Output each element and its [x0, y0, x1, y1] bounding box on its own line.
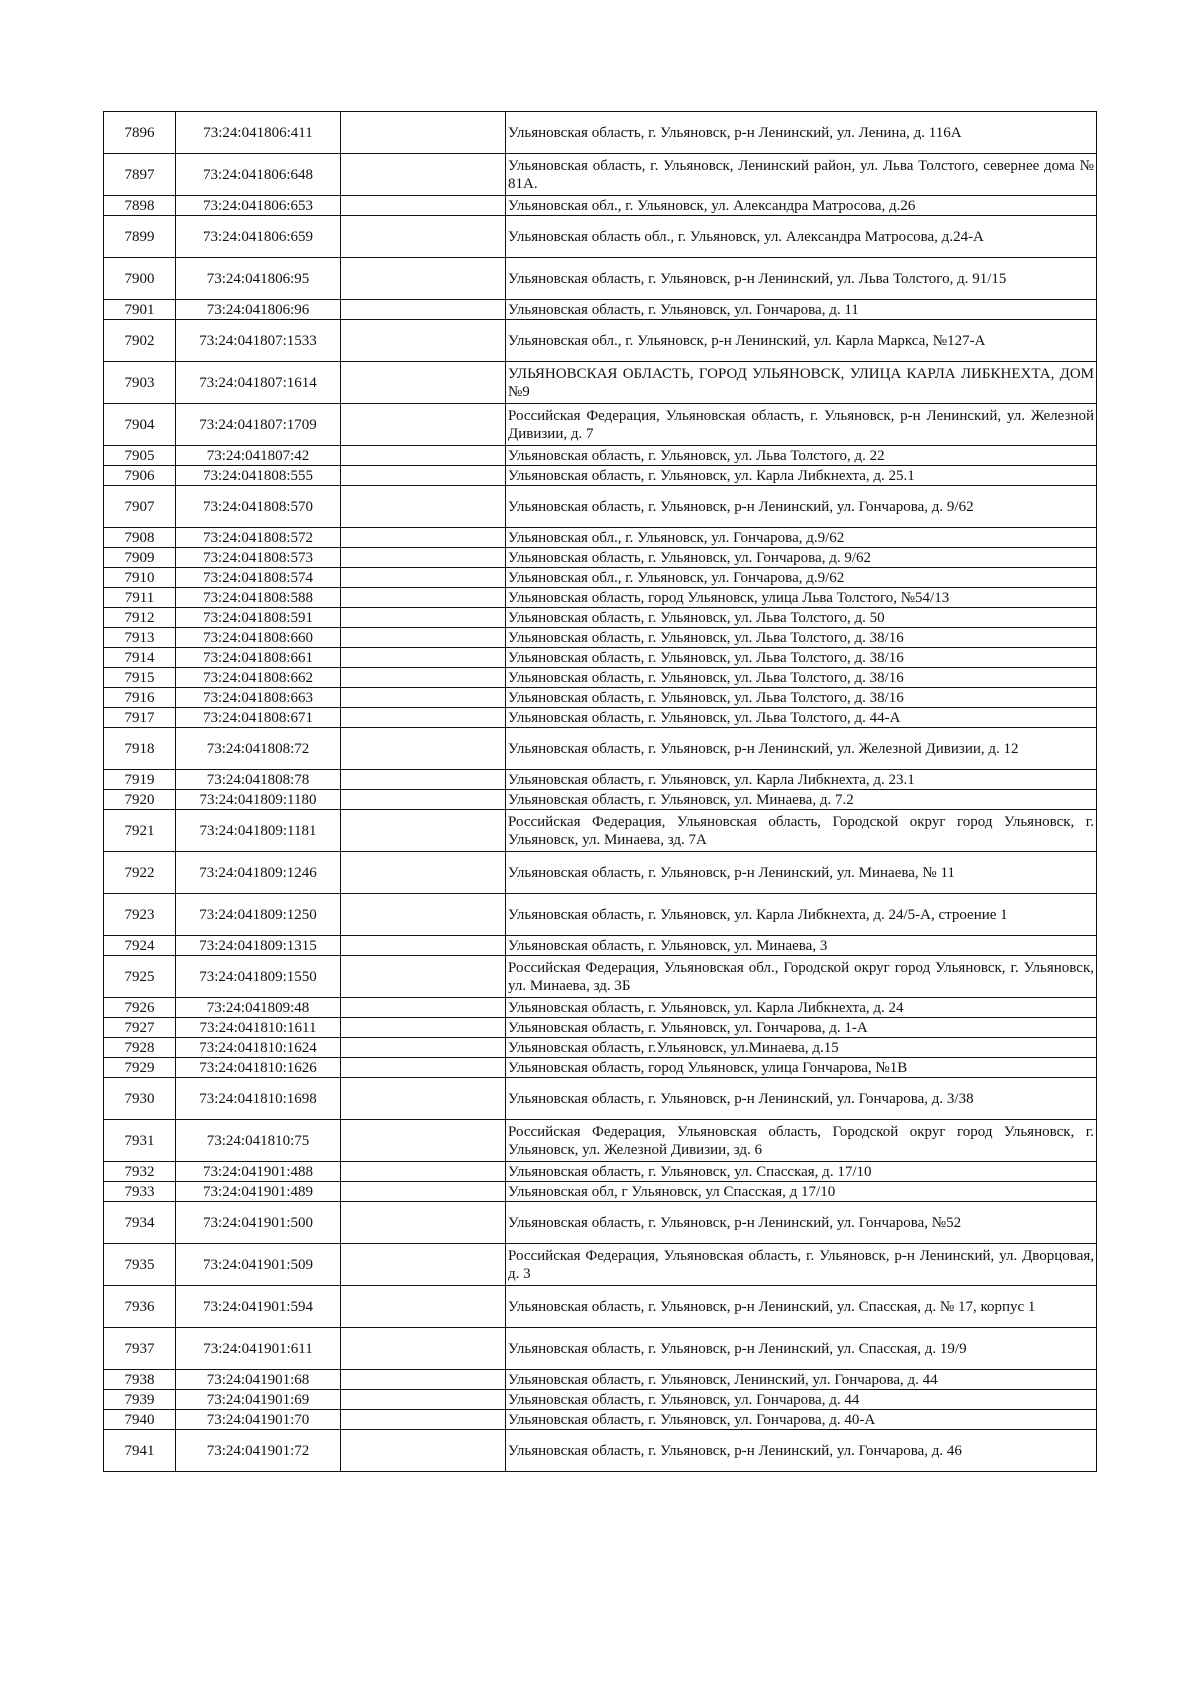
- cadastral-number-cell: 73:24:041901:488: [176, 1162, 341, 1182]
- table-row: [104, 708, 1097, 728]
- cadastral-number-cell: 73:24:041807:42: [176, 446, 341, 466]
- address-cell: Ульяновская область, г. Ульяновск, ул. Минаева, 3: [506, 936, 1097, 956]
- table-row: [104, 588, 1097, 608]
- empty-cell: [341, 770, 506, 790]
- empty-cell: [341, 216, 506, 258]
- table-row: [104, 216, 1097, 258]
- address-cell: Ульяновская область, г. Ульяновск, р-н Ленинский, ул. Гончарова, №52: [506, 1202, 1097, 1244]
- address-cell: Ульяновская область, г. Ульяновск, ул. Льва Толстого, д. 44-А: [506, 708, 1097, 728]
- row-number-cell: 7940: [104, 1410, 176, 1430]
- table-row: [104, 894, 1097, 936]
- empty-cell: [341, 790, 506, 810]
- table-row: [104, 1162, 1097, 1182]
- table-row: [104, 936, 1097, 956]
- row-number-cell: 7933: [104, 1182, 176, 1202]
- empty-cell: [341, 300, 506, 320]
- row-number-cell: 7918: [104, 728, 176, 770]
- empty-cell: [341, 258, 506, 300]
- table-row: [104, 810, 1097, 852]
- address-cell: Ульяновская область, г. Ульяновск, ул. Карла Либкнехта, д. 23.1: [506, 770, 1097, 790]
- cadastral-number-cell: 73:24:041806:95: [176, 258, 341, 300]
- empty-cell: [341, 1182, 506, 1202]
- empty-cell: [341, 728, 506, 770]
- empty-cell: [341, 320, 506, 362]
- address-cell: Ульяновская область, г. Ульяновск, р-н Ленинский, ул. Ленина, д. 116А: [506, 112, 1097, 154]
- address-cell: Российская Федерация, Ульяновская область, Городской округ город Ульяновск, г. Ульяновск, ул. Минаева, зд. 7А: [506, 810, 1097, 852]
- row-number-cell: 7907: [104, 486, 176, 528]
- cadastral-number-cell: 73:24:041808:572: [176, 528, 341, 548]
- empty-cell: [341, 1410, 506, 1430]
- cadastral-number-cell: 73:24:041809:1315: [176, 936, 341, 956]
- cadastral-number-cell: 73:24:041901:72: [176, 1430, 341, 1472]
- address-cell: Ульяновская область, г. Ульяновск, ул. Гончарова, д. 11: [506, 300, 1097, 320]
- empty-cell: [341, 1120, 506, 1162]
- table-row: [104, 1370, 1097, 1390]
- row-number-cell: 7899: [104, 216, 176, 258]
- row-number-cell: 7909: [104, 548, 176, 568]
- empty-cell: [341, 810, 506, 852]
- address-cell: Ульяновская область, г. Ульяновск, Ленинский район, ул. Льва Толстого, севернее дома № 81А.: [506, 154, 1097, 196]
- cadastral-number-cell: 73:24:041809:1550: [176, 956, 341, 998]
- empty-cell: [341, 154, 506, 196]
- cadastral-number-cell: 73:24:041901:69: [176, 1390, 341, 1410]
- table-row: [104, 446, 1097, 466]
- table-row: [104, 486, 1097, 528]
- table-row: [104, 1078, 1097, 1120]
- table-body: [104, 112, 1097, 1472]
- table-row: [104, 1018, 1097, 1038]
- table-row: [104, 1286, 1097, 1328]
- empty-cell: [341, 1286, 506, 1328]
- cadastral-number-cell: 73:24:041809:48: [176, 998, 341, 1018]
- address-cell: Ульяновская область, г. Ульяновск, ул. Гончарова, д. 9/62: [506, 548, 1097, 568]
- cadastral-number-cell: 73:24:041810:1611: [176, 1018, 341, 1038]
- empty-cell: [341, 936, 506, 956]
- address-cell: Российская Федерация, Ульяновская область, Городской округ город Ульяновск, г. Ульяновск, ул. Железной Дивизии, зд. 6: [506, 1120, 1097, 1162]
- address-cell: Российская Федерация, Ульяновская область, г. Ульяновск, р-н Ленинский, ул. Дворцовая, д. 3: [506, 1244, 1097, 1286]
- empty-cell: [341, 852, 506, 894]
- table-row: [104, 608, 1097, 628]
- cadastral-number-cell: 73:24:041808:671: [176, 708, 341, 728]
- row-number-cell: 7896: [104, 112, 176, 154]
- cadastral-number-cell: 73:24:041901:594: [176, 1286, 341, 1328]
- address-cell: Ульяновская область, г. Ульяновск, р-н Ленинский, ул. Льва Толстого, д. 91/15: [506, 258, 1097, 300]
- row-number-cell: 7900: [104, 258, 176, 300]
- table-row: [104, 1328, 1097, 1370]
- row-number-cell: 7923: [104, 894, 176, 936]
- row-number-cell: 7920: [104, 790, 176, 810]
- cadastral-number-cell: 73:24:041808:663: [176, 688, 341, 708]
- row-number-cell: 7937: [104, 1328, 176, 1370]
- row-number-cell: 7901: [104, 300, 176, 320]
- table-row: [104, 1410, 1097, 1430]
- cadastral-number-cell: 73:24:041808:555: [176, 466, 341, 486]
- address-cell: Ульяновская область, г. Ульяновск, ул. Льва Толстого, д. 38/16: [506, 628, 1097, 648]
- row-number-cell: 7941: [104, 1430, 176, 1472]
- table-row: [104, 770, 1097, 790]
- row-number-cell: 7924: [104, 936, 176, 956]
- row-number-cell: 7927: [104, 1018, 176, 1038]
- table-row: [104, 404, 1097, 446]
- address-cell: Ульяновская область, г. Ульяновск, ул. Карла Либкнехта, д. 24: [506, 998, 1097, 1018]
- empty-cell: [341, 1390, 506, 1410]
- table-row: [104, 466, 1097, 486]
- table-row: [104, 320, 1097, 362]
- empty-cell: [341, 466, 506, 486]
- empty-cell: [341, 668, 506, 688]
- table-row: [104, 568, 1097, 588]
- cadastral-number-cell: 73:24:041901:611: [176, 1328, 341, 1370]
- row-number-cell: 7939: [104, 1390, 176, 1410]
- row-number-cell: 7917: [104, 708, 176, 728]
- empty-cell: [341, 894, 506, 936]
- table-row: [104, 196, 1097, 216]
- table-row: [104, 852, 1097, 894]
- address-cell: Ульяновская область, г. Ульяновск, р-н Ленинский, ул. Железной Дивизии, д. 12: [506, 728, 1097, 770]
- cadastral-number-cell: 73:24:041808:660: [176, 628, 341, 648]
- row-number-cell: 7908: [104, 528, 176, 548]
- row-number-cell: 7934: [104, 1202, 176, 1244]
- address-cell: Ульяновская область, г. Ульяновск, ул. Льва Толстого, д. 38/16: [506, 668, 1097, 688]
- cadastral-number-cell: 73:24:041901:489: [176, 1182, 341, 1202]
- address-cell: Ульяновская область, г. Ульяновск, ул. Льва Толстого, д. 38/16: [506, 688, 1097, 708]
- address-cell: Российская Федерация, Ульяновская обл., Городской округ город Ульяновск, г. Ульяновск, ул. Минаева, зд. 3Б: [506, 956, 1097, 998]
- address-cell: Ульяновская область, г. Ульяновск, ул. Гончарова, д. 1-А: [506, 1018, 1097, 1038]
- row-number-cell: 7897: [104, 154, 176, 196]
- table-row: [104, 258, 1097, 300]
- empty-cell: [341, 648, 506, 668]
- empty-cell: [341, 956, 506, 998]
- address-cell: Ульяновская область, город Ульяновск, улица Льва Толстого, №54/13: [506, 588, 1097, 608]
- row-number-cell: 7910: [104, 568, 176, 588]
- address-cell: Ульяновская обл., г. Ульяновск, ул. Гончарова, д.9/62: [506, 528, 1097, 548]
- address-cell: Ульяновская область, г. Ульяновск, ул. Спасская, д. 17/10: [506, 1162, 1097, 1182]
- cadastral-number-cell: 73:24:041808:591: [176, 608, 341, 628]
- property-register-table: [103, 111, 1097, 1472]
- address-cell: Ульяновская область, г. Ульяновск, ул. Гончарова, д. 40-А: [506, 1410, 1097, 1430]
- empty-cell: [341, 1244, 506, 1286]
- table-row: [104, 956, 1097, 998]
- address-cell: Ульяновская область, г. Ульяновск, ул. Льва Толстого, д. 22: [506, 446, 1097, 466]
- row-number-cell: 7931: [104, 1120, 176, 1162]
- cadastral-number-cell: 73:24:041808:662: [176, 668, 341, 688]
- table-row: [104, 1202, 1097, 1244]
- address-cell: УЛЬЯНОВСКАЯ ОБЛАСТЬ, ГОРОД УЛЬЯНОВСК, УЛИЦА КАРЛА ЛИБКНЕХТА, ДОМ №9: [506, 362, 1097, 404]
- table-row: [104, 1038, 1097, 1058]
- row-number-cell: 7919: [104, 770, 176, 790]
- cadastral-number-cell: 73:24:041806:648: [176, 154, 341, 196]
- address-cell: Ульяновская область, г. Ульяновск, ул. Карла Либкнехта, д. 24/5-А, строение 1: [506, 894, 1097, 936]
- cadastral-number-cell: 73:24:041809:1180: [176, 790, 341, 810]
- table-row: [104, 728, 1097, 770]
- empty-cell: [341, 486, 506, 528]
- address-cell: Ульяновская область, г. Ульяновск, Ленинский, ул. Гончарова, д. 44: [506, 1370, 1097, 1390]
- row-number-cell: 7932: [104, 1162, 176, 1182]
- cadastral-number-cell: 73:24:041807:1533: [176, 320, 341, 362]
- row-number-cell: 7905: [104, 446, 176, 466]
- row-number-cell: 7916: [104, 688, 176, 708]
- cadastral-number-cell: 73:24:041810:1624: [176, 1038, 341, 1058]
- table-row: [104, 1058, 1097, 1078]
- table-row: [104, 300, 1097, 320]
- table-row: [104, 1244, 1097, 1286]
- empty-cell: [341, 528, 506, 548]
- row-number-cell: 7902: [104, 320, 176, 362]
- empty-cell: [341, 688, 506, 708]
- address-cell: Ульяновская область обл., г. Ульяновск, ул. Александра Матросова, д.24-А: [506, 216, 1097, 258]
- empty-cell: [341, 362, 506, 404]
- table-row: [104, 1430, 1097, 1472]
- cadastral-number-cell: 73:24:041808:78: [176, 770, 341, 790]
- cadastral-number-cell: 73:24:041901:68: [176, 1370, 341, 1390]
- row-number-cell: 7938: [104, 1370, 176, 1390]
- cadastral-number-cell: 73:24:041806:411: [176, 112, 341, 154]
- row-number-cell: 7928: [104, 1038, 176, 1058]
- row-number-cell: 7929: [104, 1058, 176, 1078]
- empty-cell: [341, 1430, 506, 1472]
- table-row: [104, 998, 1097, 1018]
- table-row: [104, 528, 1097, 548]
- row-number-cell: 7935: [104, 1244, 176, 1286]
- table-row: [104, 688, 1097, 708]
- table-row: [104, 1390, 1097, 1410]
- row-number-cell: 7904: [104, 404, 176, 446]
- address-cell: Ульяновская область, г. Ульяновск, ул. Карла Либкнехта, д. 25.1: [506, 466, 1097, 486]
- address-cell: Российская Федерация, Ульяновская область, г. Ульяновск, р-н Ленинский, ул. Железной Дивизии, д. 7: [506, 404, 1097, 446]
- address-cell: Ульяновская область, г. Ульяновск, р-н Ленинский, ул. Спасская, д. 19/9: [506, 1328, 1097, 1370]
- address-cell: Ульяновская область, г. Ульяновск, р-н Ленинский, ул. Спасская, д. № 17, корпус 1: [506, 1286, 1097, 1328]
- row-number-cell: 7898: [104, 196, 176, 216]
- empty-cell: [341, 1370, 506, 1390]
- cadastral-number-cell: 73:24:041901:509: [176, 1244, 341, 1286]
- cadastral-number-cell: 73:24:041810:1698: [176, 1078, 341, 1120]
- table-row: [104, 362, 1097, 404]
- table-row: [104, 1120, 1097, 1162]
- row-number-cell: 7913: [104, 628, 176, 648]
- address-cell: Ульяновская область, г. Ульяновск, ул. Льва Толстого, д. 38/16: [506, 648, 1097, 668]
- row-number-cell: 7915: [104, 668, 176, 688]
- cadastral-number-cell: 73:24:041807:1614: [176, 362, 341, 404]
- empty-cell: [341, 112, 506, 154]
- cadastral-number-cell: 73:24:041809:1181: [176, 810, 341, 852]
- cadastral-number-cell: 73:24:041901:70: [176, 1410, 341, 1430]
- empty-cell: [341, 196, 506, 216]
- empty-cell: [341, 708, 506, 728]
- empty-cell: [341, 1058, 506, 1078]
- table-row: [104, 790, 1097, 810]
- empty-cell: [341, 568, 506, 588]
- cadastral-number-cell: 73:24:041810:75: [176, 1120, 341, 1162]
- empty-cell: [341, 1202, 506, 1244]
- cadastral-number-cell: 73:24:041808:574: [176, 568, 341, 588]
- cadastral-number-cell: 73:24:041808:661: [176, 648, 341, 668]
- empty-cell: [341, 1162, 506, 1182]
- empty-cell: [341, 1328, 506, 1370]
- table-row: [104, 548, 1097, 568]
- row-number-cell: 7921: [104, 810, 176, 852]
- document-page: [103, 111, 1096, 1472]
- address-cell: Ульяновская обл., г. Ульяновск, ул. Александра Матросова, д.26: [506, 196, 1097, 216]
- row-number-cell: 7914: [104, 648, 176, 668]
- cadastral-number-cell: 73:24:041809:1250: [176, 894, 341, 936]
- table-row: [104, 112, 1097, 154]
- cadastral-number-cell: 73:24:041810:1626: [176, 1058, 341, 1078]
- address-cell: Ульяновская область, г.Ульяновск, ул.Минаева, д.15: [506, 1038, 1097, 1058]
- empty-cell: [341, 628, 506, 648]
- address-cell: Ульяновская область, г. Ульяновск, р-н Ленинский, ул. Гончарова, д. 9/62: [506, 486, 1097, 528]
- row-number-cell: 7911: [104, 588, 176, 608]
- table-row: [104, 154, 1097, 196]
- empty-cell: [341, 588, 506, 608]
- cadastral-number-cell: 73:24:041808:573: [176, 548, 341, 568]
- row-number-cell: 7922: [104, 852, 176, 894]
- address-cell: Ульяновская область, город Ульяновск, улица Гончарова, №1В: [506, 1058, 1097, 1078]
- address-cell: Ульяновская обл., г. Ульяновск, ул. Гончарова, д.9/62: [506, 568, 1097, 588]
- empty-cell: [341, 404, 506, 446]
- cadastral-number-cell: 73:24:041806:96: [176, 300, 341, 320]
- cadastral-number-cell: 73:24:041809:1246: [176, 852, 341, 894]
- cadastral-number-cell: 73:24:041806:653: [176, 196, 341, 216]
- empty-cell: [341, 998, 506, 1018]
- table-row: [104, 648, 1097, 668]
- empty-cell: [341, 1078, 506, 1120]
- empty-cell: [341, 1038, 506, 1058]
- empty-cell: [341, 1018, 506, 1038]
- row-number-cell: 7925: [104, 956, 176, 998]
- table-row: [104, 668, 1097, 688]
- row-number-cell: 7930: [104, 1078, 176, 1120]
- row-number-cell: 7903: [104, 362, 176, 404]
- address-cell: Ульяновская область, г. Ульяновск, ул. Льва Толстого, д. 50: [506, 608, 1097, 628]
- cadastral-number-cell: 73:24:041808:72: [176, 728, 341, 770]
- row-number-cell: 7936: [104, 1286, 176, 1328]
- cadastral-number-cell: 73:24:041808:570: [176, 486, 341, 528]
- empty-cell: [341, 446, 506, 466]
- address-cell: Ульяновская область, г. Ульяновск, р-н Ленинский, ул. Гончарова, д. 46: [506, 1430, 1097, 1472]
- row-number-cell: 7926: [104, 998, 176, 1018]
- cadastral-number-cell: 73:24:041806:659: [176, 216, 341, 258]
- cadastral-number-cell: 73:24:041808:588: [176, 588, 341, 608]
- table-row: [104, 1182, 1097, 1202]
- address-cell: Ульяновская область, г. Ульяновск, р-н Ленинский, ул. Минаева, № 11: [506, 852, 1097, 894]
- empty-cell: [341, 608, 506, 628]
- empty-cell: [341, 548, 506, 568]
- address-cell: Ульяновская область, г. Ульяновск, р-н Ленинский, ул. Гончарова, д. 3/38: [506, 1078, 1097, 1120]
- address-cell: Ульяновская область, г. Ульяновск, ул. Минаева, д. 7.2: [506, 790, 1097, 810]
- address-cell: Ульяновская обл, г Ульяновск, ул Спасская, д 17/10: [506, 1182, 1097, 1202]
- address-cell: Ульяновская обл., г. Ульяновск, р-н Ленинский, ул. Карла Маркса, №127-А: [506, 320, 1097, 362]
- address-cell: Ульяновская область, г. Ульяновск, ул. Гончарова, д. 44: [506, 1390, 1097, 1410]
- cadastral-number-cell: 73:24:041807:1709: [176, 404, 341, 446]
- table-row: [104, 628, 1097, 648]
- cadastral-number-cell: 73:24:041901:500: [176, 1202, 341, 1244]
- row-number-cell: 7912: [104, 608, 176, 628]
- row-number-cell: 7906: [104, 466, 176, 486]
